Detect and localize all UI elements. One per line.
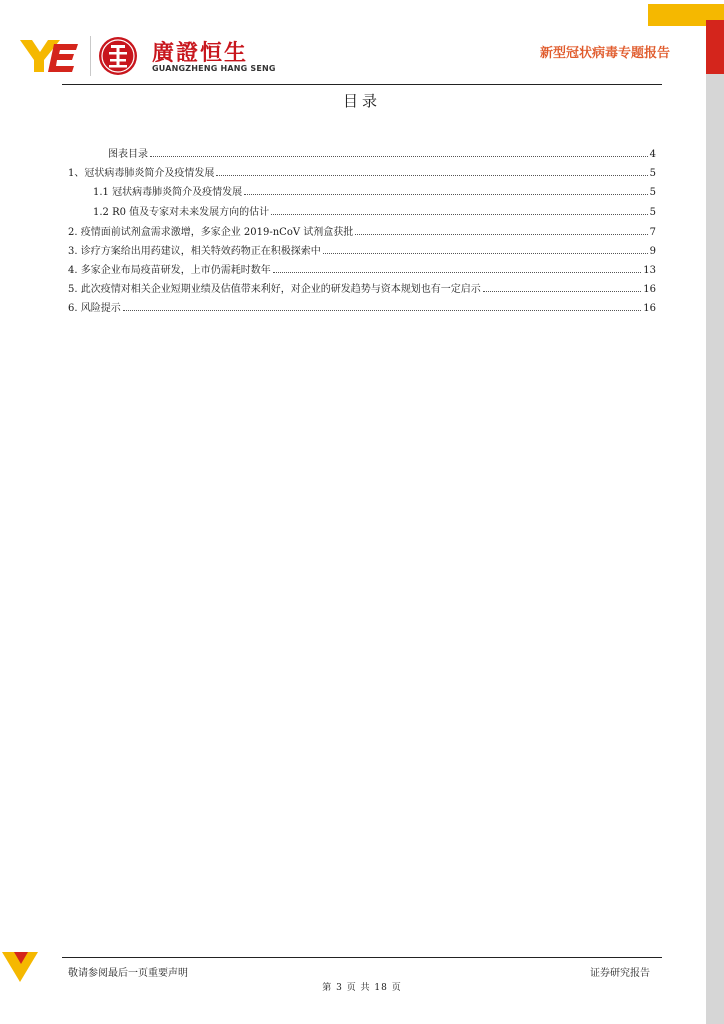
seal-icon <box>98 36 138 76</box>
side-accent-grey <box>706 74 724 1024</box>
toc-entry-page: 5 <box>649 187 656 198</box>
toc-entry-title: 3. 诊疗方案给出用药建议，相关特效药物正在积极探索中 <box>68 246 321 257</box>
page-indicator: 第 3 页 共 18 页 <box>322 983 402 993</box>
toc-entry[interactable] <box>68 277 656 295</box>
toc-leader-dots <box>271 213 647 215</box>
brand-name: 廣證恒生 <box>152 41 249 66</box>
toc-entry-page: 9 <box>649 246 656 257</box>
toc-entry[interactable] <box>68 239 656 257</box>
footer-disclaimer: 敬请参阅最后一页重要声明 <box>68 968 188 979</box>
toc-entry-title: 1.2 R0 值及专家对未来发展方向的估计 <box>93 207 270 218</box>
logo-divider <box>90 36 91 76</box>
toc-entry[interactable] <box>68 161 656 179</box>
footer-divider <box>62 957 662 958</box>
toc-leader-dots <box>355 233 647 235</box>
toc-entry[interactable] <box>68 296 656 314</box>
toc-entry-title: 图表目录 <box>108 149 148 160</box>
toc-leader-dots <box>483 290 642 292</box>
toc-leader-dots <box>273 271 642 273</box>
toc-entry-page: 5 <box>649 168 656 179</box>
toc-entry-page: 4 <box>649 149 656 160</box>
toc-leader-dots <box>150 155 648 157</box>
report-title: 新型冠状病毒专题报告 <box>540 46 671 61</box>
toc-entry[interactable] <box>108 142 656 160</box>
toc-entry[interactable] <box>93 200 656 218</box>
header-divider <box>62 84 662 85</box>
toc-entry-title: 5. 此次疫情对相关企业短期业绩及估值带来利好，对企业的研发趋势与资本规划也有一定启示 <box>68 284 481 295</box>
toc-entry[interactable] <box>68 258 656 276</box>
ye-logo-icon <box>20 40 78 72</box>
toc-entry-title: 1.1 冠状病毒肺炎简介及疫情发展 <box>93 187 243 198</box>
toc-entry-title: 6. 风险提示 <box>68 303 121 314</box>
footer-report-type: 证券研究报告 <box>590 968 650 979</box>
toc-entry-title: 4. 多家企业布局疫苗研发，上市仍需耗时数年 <box>68 265 271 276</box>
toc-entry-page: 16 <box>643 303 656 314</box>
toc-entry[interactable] <box>68 220 656 238</box>
side-accent-red <box>706 20 724 74</box>
toc-entry-page: 7 <box>649 227 656 238</box>
toc-entry-page: 16 <box>643 284 656 295</box>
toc-leader-dots <box>216 174 647 176</box>
toc-entry-title: 1、冠状病毒肺炎简介及疫情发展 <box>68 168 215 179</box>
toc-entry-page: 5 <box>649 207 656 218</box>
brand-subtitle: GUANGZHENG HANG SENG <box>152 64 276 73</box>
toc-entry[interactable] <box>93 180 656 198</box>
footer-triangle-red <box>14 952 28 964</box>
toc-leader-dots <box>244 193 648 195</box>
toc-leader-dots <box>323 252 648 254</box>
toc-entry-page: 13 <box>643 265 656 276</box>
toc-heading: 目录 <box>342 92 381 110</box>
toc-entry-title: 2. 疫情面前试剂盒需求激增，多家企业 2019-nCoV 试剂盒获批 <box>68 227 354 238</box>
toc-leader-dots <box>123 309 642 311</box>
